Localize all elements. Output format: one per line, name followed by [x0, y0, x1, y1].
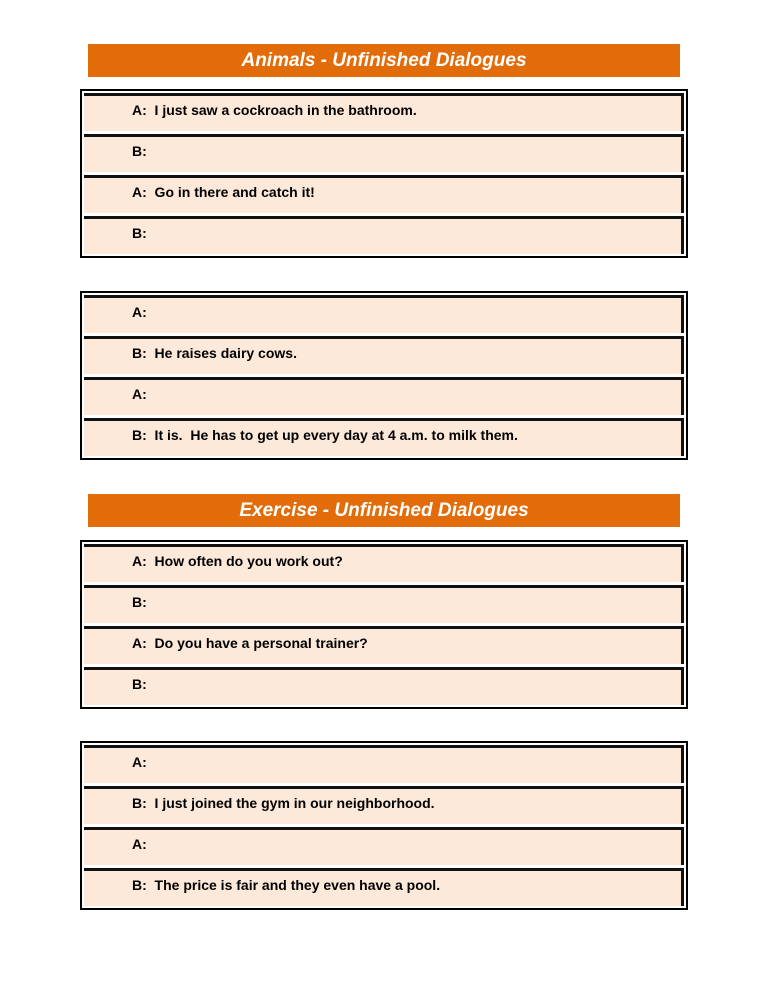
dialogue-box: [80, 89, 688, 258]
dialogue-line: A:: [84, 377, 684, 415]
dialogue-line: B:: [84, 216, 684, 254]
dialogue-line: A: Do you have a personal trainer?: [84, 626, 684, 664]
dialogue-line: B:: [84, 134, 684, 172]
dialogue-line: A:: [84, 827, 684, 865]
dialogue-line: B: He raises dairy cows.: [84, 336, 684, 374]
dialogue-line: A: How often do you work out?: [84, 544, 684, 582]
section-title-exercise: Exercise - Unfinished Dialogues: [88, 494, 680, 527]
section-title-animals: Animals - Unfinished Dialogues: [88, 44, 680, 77]
dialogue-line: A:: [84, 745, 684, 783]
dialogue-box: [80, 540, 688, 709]
dialogue-line: A:: [84, 295, 684, 333]
dialogue-box: [80, 291, 688, 460]
dialogue-line: A: I just saw a cockroach in the bathroom.: [84, 93, 684, 131]
dialogue-line: B:: [84, 585, 684, 623]
dialogue-line: A: Go in there and catch it!: [84, 175, 684, 213]
dialogue-line: B:: [84, 667, 684, 705]
dialogue-box: [80, 741, 688, 910]
dialogue-line: B: The price is fair and they even have a pool.: [84, 868, 684, 906]
dialogue-line: B: It is. He has to get up every day at 4 a.m. to milk them.: [84, 418, 684, 456]
dialogue-line: B: I just joined the gym in our neighborhood.: [84, 786, 684, 824]
